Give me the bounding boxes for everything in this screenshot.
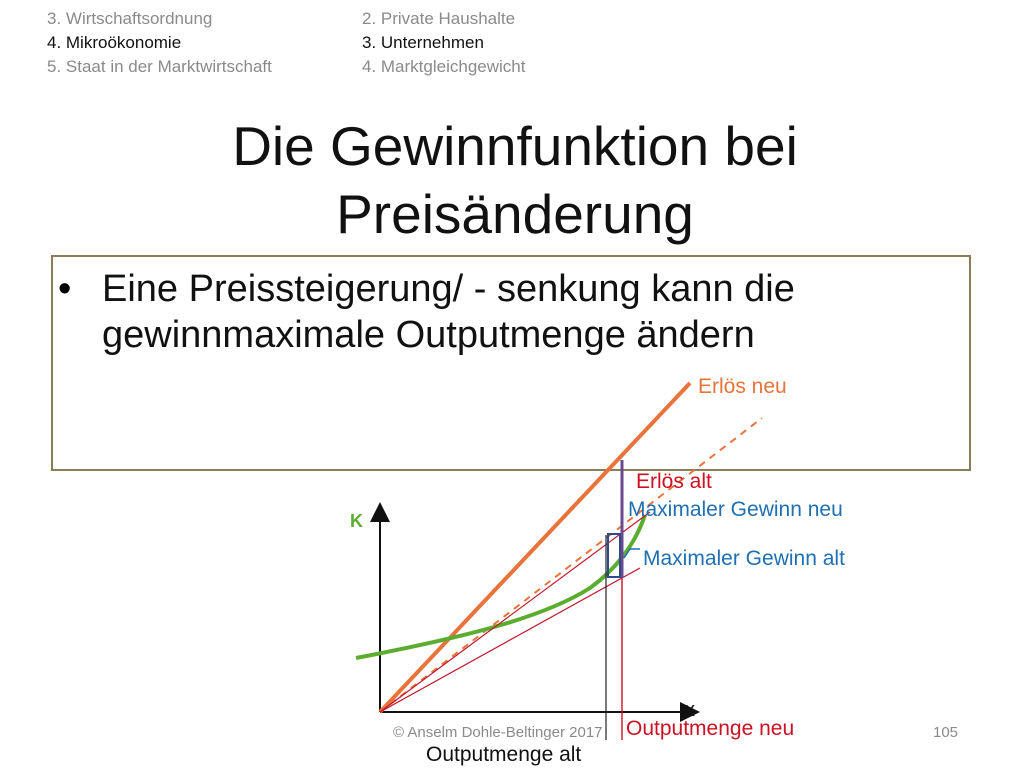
nav-item: 2. Private Haushalte	[362, 9, 516, 28]
output-new-label: Outputmenge neu	[626, 717, 795, 740]
output-old-label: Outputmenge alt	[426, 743, 582, 766]
max-profit-old-label: Maximaler Gewinn alt	[643, 547, 845, 570]
title-line: Preisänderung	[336, 183, 694, 245]
page-number: 105	[933, 724, 959, 741]
nav-item: 4. Marktgleichgewicht	[362, 57, 526, 76]
max-profit-new-label: Maximaler Gewinn neu	[628, 498, 843, 521]
nav-item: 3. Wirtschaftsordnung	[47, 9, 213, 28]
revenue-new-label: Erlös neu	[698, 375, 787, 398]
x-axis-label: x	[685, 699, 695, 721]
nav-item: 5. Staat in der Marktwirtschaft	[47, 57, 272, 76]
y-axis-label: K	[350, 511, 363, 531]
bullet-line: Eine Preissteigerung/ - senkung kann die	[102, 268, 795, 310]
nav-item-active: 3. Unternehmen	[362, 33, 484, 52]
copyright-text: © Anselm Dohle-Beltinger 2017	[393, 724, 603, 741]
title-line: Die Gewinnfunktion bei	[232, 115, 798, 177]
nav-item-active: 4. Mikroökonomie	[47, 33, 182, 52]
bullet-line: gewinnmaximale Outputmenge ändern	[102, 314, 755, 356]
tangent-line-new	[380, 512, 650, 712]
revenue-old-label: Erlös alt	[636, 470, 712, 493]
tangent-line-old	[380, 568, 640, 712]
bullet-icon: •	[58, 268, 72, 310]
